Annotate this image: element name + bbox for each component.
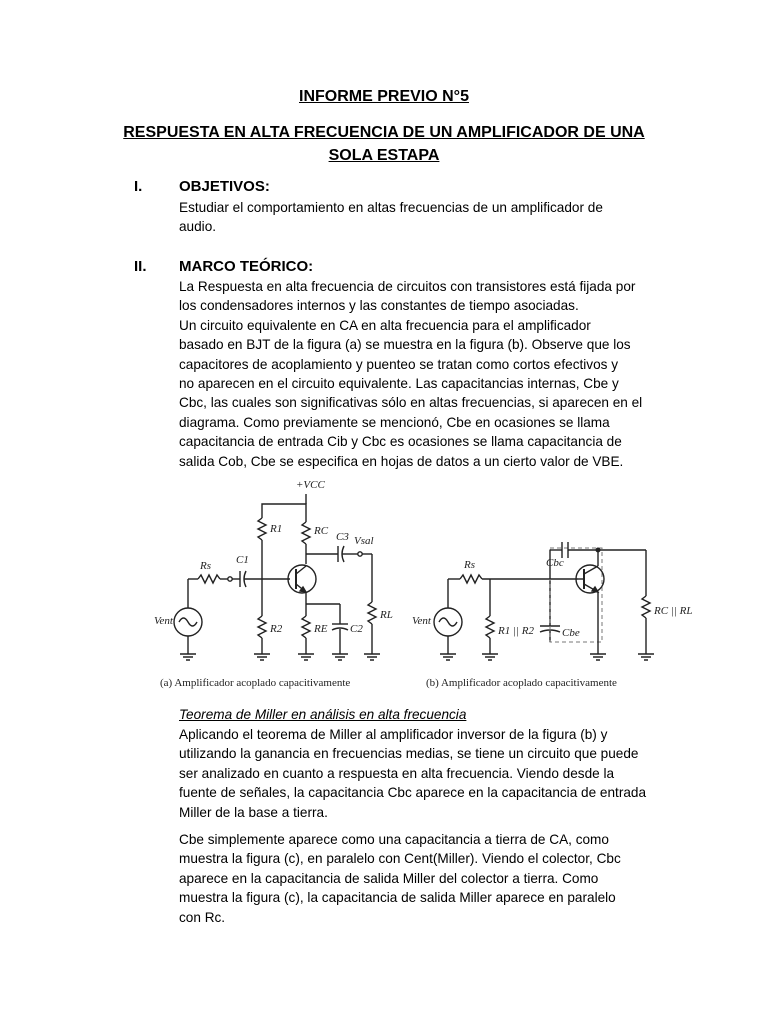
r1-label: R1 <box>270 523 283 535</box>
circuit-figure <box>150 474 693 696</box>
text-line: Aplicando el teorema de Miller al amplificador inversor de la figura (b) y <box>179 727 608 742</box>
section-1-number: I. <box>134 178 143 195</box>
vsal-label: Vsal <box>354 535 374 547</box>
caption-a: (a) Amplificador acoplado capacitivamente <box>160 677 351 689</box>
text-line: La Respuesta en alta frecuencia de circuitos con transistores está fijada por <box>179 279 636 294</box>
text-line: salida Cob, Cbe se especifica en hojas de datos a un cierto valor de VBE. <box>179 453 624 469</box>
subtitle-line-2: SOLA ESTAPA <box>328 147 440 164</box>
c3-label: C3 <box>336 531 349 543</box>
resistor-r2 <box>258 616 266 638</box>
text-line: basado en BJT de la figura (a) se muestra en la figura (b). Observe que los <box>179 337 631 353</box>
text-line: Cbc, las cuales son significativas sólo en altas frecuencias, si aparecen en el <box>179 395 643 411</box>
text-line: ser analizado en cuanto a respuesta en alta frecuencia. Viendo desde la <box>179 765 615 781</box>
resistor-re <box>302 616 310 638</box>
cbc-label: Cbc <box>546 557 564 569</box>
objectives-paragraph <box>179 198 659 237</box>
vcc-label: +VCC <box>296 479 325 491</box>
miller-heading: Teorema de Miller en análisis en alta frecuencia <box>179 707 467 722</box>
c1-label: C1 <box>236 554 249 566</box>
text-line: Cbe simplemente aparece como una capacitancia a tierra de CA, como <box>179 832 609 847</box>
theory-paragraph <box>179 277 659 471</box>
text-line: audio. <box>179 219 217 235</box>
vent-label-b: Vent <box>412 615 431 627</box>
resistor-rs <box>198 575 220 583</box>
text-line: Miller de la base a tierra. <box>179 804 328 820</box>
miller-paragraph-2 <box>179 830 659 927</box>
vent-label-a: Vent <box>154 615 173 627</box>
cbe-label: Cbe <box>562 627 580 639</box>
text-line: capacitancia de entrada Cib y Cbc es ocasiones se llama capacitancia de <box>179 434 622 450</box>
ground-symbols-b <box>440 654 654 660</box>
resistor-rcrl <box>642 596 650 618</box>
caption-b: (b) Amplificador acoplado capacitivamente <box>426 677 617 689</box>
re-label: RE <box>314 623 328 635</box>
text-line: Estudiar el comportamiento en altas frecuencias de un amplificador de <box>179 200 603 215</box>
resistor-rc <box>302 522 310 544</box>
report-title: INFORME PREVIO N°5 <box>299 88 469 105</box>
resistor-r1r2 <box>486 616 494 638</box>
text-line: Un circuito equivalente en CA en alta frecuencia para el amplificador <box>179 317 591 333</box>
circuit-a <box>154 479 393 689</box>
ground-symbols-a <box>180 654 380 660</box>
text-line: con Rc. <box>179 909 226 925</box>
resistor-rs-b <box>460 575 482 583</box>
rcrl-label: RC || RL <box>654 605 693 617</box>
c2-label: C2 <box>350 623 363 635</box>
text-line: aparece en la capacitancia de salida Miller del colector a tierra. Como <box>179 870 599 886</box>
section-2-number: II. <box>134 258 147 275</box>
section-2-heading: MARCO TEÓRICO: <box>179 258 314 275</box>
subtitle-line-1: RESPUESTA EN ALTA FRECUENCIA DE UN AMPLIFICADOR DE UNA <box>123 124 645 141</box>
circuit-b <box>412 542 692 689</box>
text-line: los condensadores internos y las constantes de tiempo asociadas. <box>179 298 579 314</box>
rs-label-b: Rs <box>464 559 475 571</box>
resistor-rl <box>368 602 376 624</box>
resistor-r1 <box>258 518 266 540</box>
text-line: diagrama. Como previamente se mencionó, Cbe en ocasiones se llama <box>179 414 610 430</box>
text-line: capacitores de acoplamiento y puenteo se tratan como cortos efectivos y <box>179 356 619 372</box>
text-line: muestra la figura (c), la capacitancia de salida Miller aparece en paralelo <box>179 890 616 906</box>
section-1-heading: OBJETIVOS: <box>179 178 270 195</box>
rs-label: Rs <box>200 560 211 572</box>
text-line: fuente de señales, la capacitancia Cbc aparece en la capacitancia de entrada <box>179 785 647 801</box>
r1r2-label: R1 || R2 <box>498 625 534 637</box>
text-line: utilizando la ganancia en frecuencias medias, se tiene un circuito que puede <box>179 746 639 762</box>
rc-label: RC <box>314 525 329 537</box>
report-subtitle <box>100 121 668 167</box>
r2-label: R2 <box>270 623 283 635</box>
text-line: no aparecen en el circuito equivalente. Las capacitancias internas, Cbe y <box>179 376 619 392</box>
miller-paragraph-1 <box>179 725 659 822</box>
rl-label: RL <box>380 609 393 621</box>
text-line: muestra la figura (c), en paralelo con Cent(Miller). Viendo el colector, Cbc <box>179 851 621 867</box>
